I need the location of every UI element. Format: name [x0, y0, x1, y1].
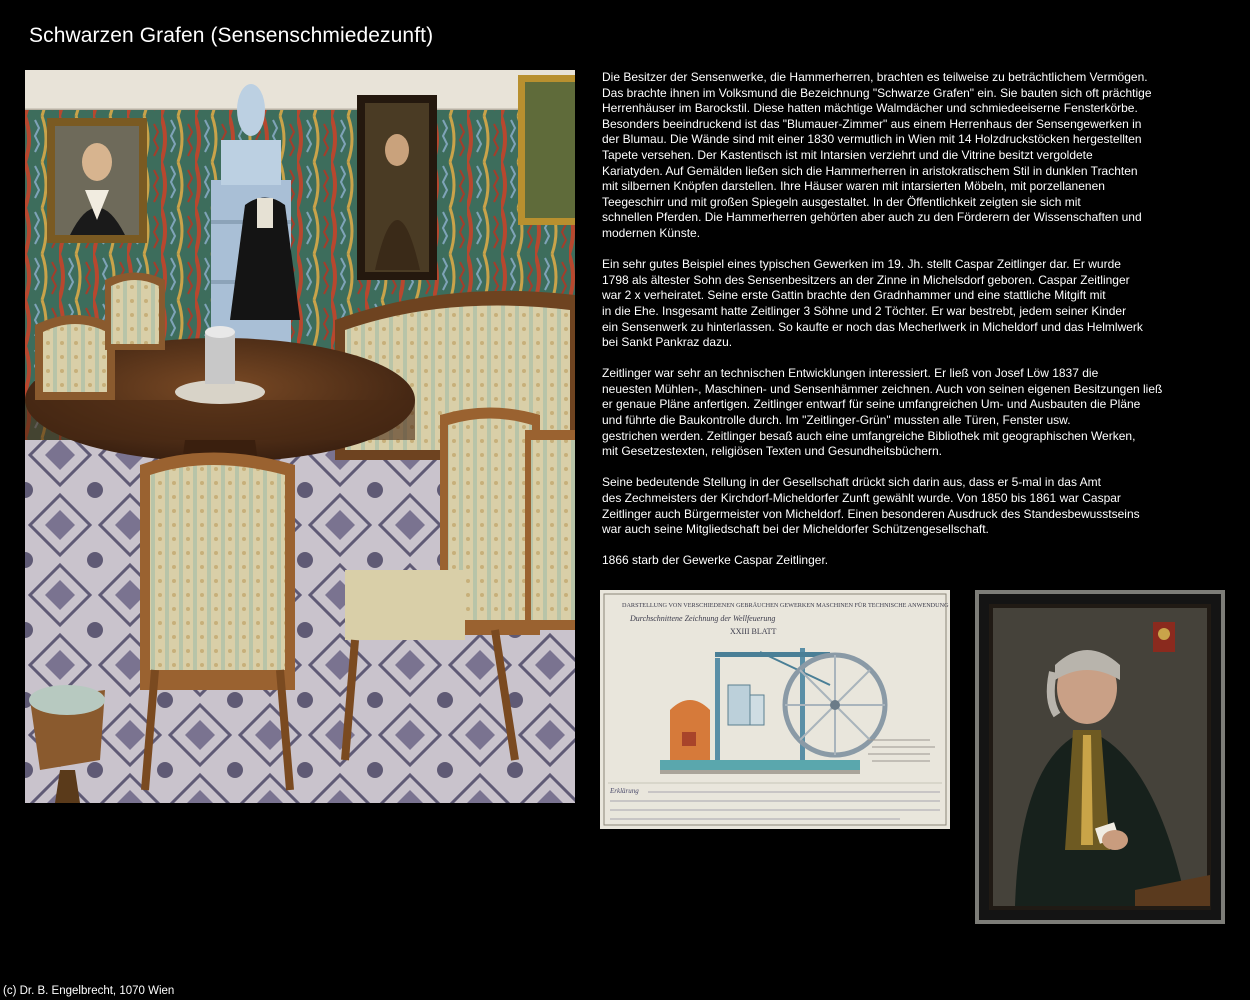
article-line: schnellen Pferden. Die Hammerherren gehörten aber auch zu den Förderern der Wissenschaften und — [602, 210, 1142, 225]
article-line: des Zechmeisters der Kirchdorf-Micheldorfer Zunft gewählt wurde. Von 1850 bis 1861 war Caspar — [602, 491, 1121, 506]
article-text — [602, 70, 1182, 585]
article-line: Seine bedeutende Stellung in der Gesellschaft drückt sich darin aus, dass er 5-mal in das Amt — [602, 475, 1101, 490]
article-line: in die Ehe. Insgesamt hatte Zeitlinger 3 Söhne und 2 Töchter. Er war bestrebt, jedem seiner Kinder — [602, 303, 1127, 318]
article-line: Die Besitzer der Sensenwerke, die Hammerherren, brachten es teilweise zu beträchtlichem Vermögen. — [602, 70, 1148, 84]
page-title: Schwarzen Grafen (Sensenschmiedezunft) — [29, 24, 434, 47]
technical-drawing-illustration — [600, 590, 950, 829]
article-line: war 2 x verheiratet. Seine erste Gattin brachte den Gradnhammer und eine stattliche Mitgift mit — [602, 288, 1106, 303]
article-line: mit silbernen Knöpfen darstellen. Ihre Häuser waren mit intarsierten Möbeln, mit porzellanenen — [602, 179, 1105, 194]
drawing-caption: Erklärung — [610, 787, 639, 795]
article-paragraph-3 — [602, 366, 1182, 460]
article-line: neuesten Mühlen-, Maschinen- und Sensenhämmer zeichnen. Auch von seinen eigenen Besitzungen ließ — [602, 381, 1163, 396]
room-photo-illustration — [25, 70, 575, 803]
article-paragraph-1 — [602, 70, 1182, 242]
article-line: bei Sankt Pankraz dazu. — [602, 335, 733, 350]
copyright-credit: (c) Dr. B. Engelbrecht, 1070 Wien — [3, 985, 175, 997]
article-line: Teegeschirr und mit großen Spiegeln ausgestaltet. In der Öffentlichkeit zeigten sie sich mit — [602, 194, 1081, 209]
article-line: gestrichen werden. Zeitlinger besaß auch eine umfangreiche Bibliothek mit geographischen Werken, — [602, 428, 1136, 443]
article-line: 1866 starb der Gewerke Caspar Zeitlinger. — [602, 553, 829, 568]
article-line: 1798 als ältester Sohn des Sensenbesitzers an der Zinne in Michelsdorf geboren. Caspar Zeitlinger — [602, 272, 1130, 287]
article-line: Kariatyden. Auf Gemälden ließen sich die Hammerherren in aristokratischem Stil in dunklen Trachten — [602, 163, 1138, 178]
article-line: war auch seine Mitgliedschaft bei der Micheldorfer Schützengesellschaft. — [602, 522, 989, 537]
article-line: ein Sensenwerk zu hinterlassen. So kaufte er noch das Mecherlwerk in Micheldorf und das Helmlwerk — [602, 319, 1143, 334]
article-paragraph-4 — [602, 475, 1182, 537]
article-line: Herrenhäuser im Barockstil. Diese hatten mächtige Walmdächer und schmiedeeiserne Fensterkörbe. — [602, 101, 1138, 116]
article-line: Das brachte ihnen im Volksmund die Bezeichnung "Schwarze Grafen" ein. Sie bauten sich oft prächtige — [602, 85, 1152, 100]
portrait-illustration — [975, 590, 1225, 924]
drawing-header-line1: DARSTELLUNG VON VERSCHIEDENEN GEBRÄUCHEN GEWERKEN MASCHINEN FÜR TECHNISCHE ANWENDUNG — [622, 602, 949, 609]
room-photo[interactable] — [25, 70, 575, 803]
article-line: Zeitlinger auch Bürgermeister von Micheldorf. Einen besonderen Ausdruck des Standesbewusstseins — [602, 506, 1140, 521]
article-line: und führte die Baukontrolle durch. Im "Zeitlinger-Grün" mussten alle Türen, Fenster usw. — [602, 413, 1071, 428]
article-line: Tapete versehen. Der Kastentisch ist mit Intarsien verziehrt und die Vitrine besitzt vergoldete — [602, 147, 1093, 162]
article-line: modernen Künste. — [602, 225, 701, 240]
article-line: er genaue Pläne anfertigen. Zeitlinger entwarf für seine umfangreichen Um- und Ausbauten die Pläne — [602, 397, 1141, 412]
article-line: der Blumau. Die Wände sind mit einer 1830 vermutlich in Wien mit 14 Holzdruckstöcken hergestellten — [602, 132, 1142, 147]
article-line: mit Gesetzestexten, religiösen Texten und Gesundheitsbüchern. — [602, 444, 942, 459]
article-paragraph-2 — [602, 257, 1182, 351]
article-line: Besonders beeindruckend ist das "Blumauer-Zimmer" aus einem Herrenhaus der Sensengewerken in — [602, 116, 1142, 131]
article-line: Zeitlinger war sehr an technischen Entwicklungen interessiert. Er ließ von Josef Löw 1837 die — [602, 366, 1099, 381]
article-line: Ein sehr gutes Beispiel eines typischen Gewerken im 19. Jh. stellt Caspar Zeitlinger dar. Er wurde — [602, 257, 1121, 272]
technical-drawing-photo[interactable] — [600, 590, 950, 829]
drawing-header-line2: Durchschnittene Zeichnung der Wellfeuerung — [630, 614, 776, 623]
portrait-photo[interactable] — [975, 590, 1225, 924]
article-paragraph-5 — [602, 553, 1182, 569]
drawing-header-line3: XXIII BLATT — [730, 627, 777, 636]
